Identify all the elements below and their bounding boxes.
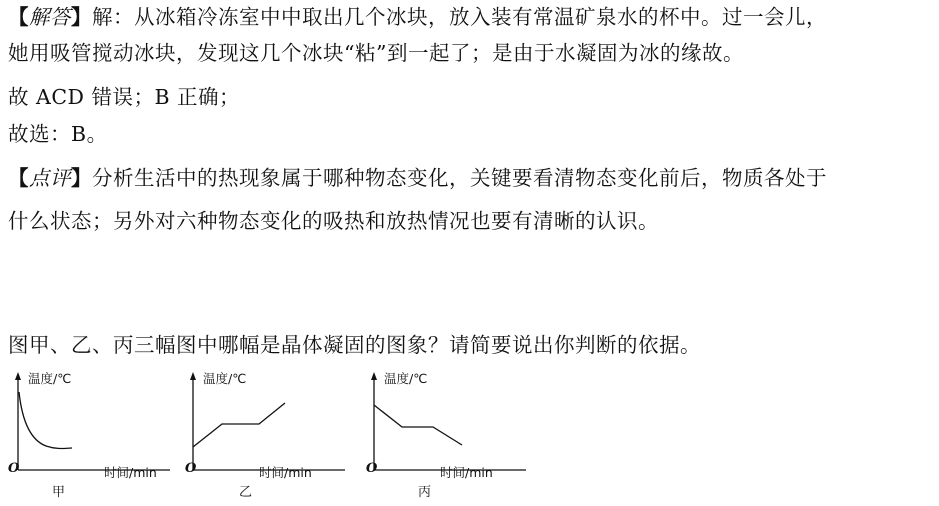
graph-yi-caption: 乙 (239, 485, 253, 500)
graph-jia (0, 370, 180, 506)
graph-jia-curve (19, 392, 72, 449)
graph-jia-y-arrow (15, 372, 21, 380)
answer-tag-word: 解答 (29, 5, 71, 29)
graph-jia-x-label: 时间/min (104, 465, 157, 480)
graph-jia-plot (0, 370, 180, 506)
question-text: 图甲、乙、丙三幅图中哪幅是晶体凝固的图象？请简要说出你判断的依据。 (8, 333, 701, 357)
comment-tag-open: 【 (8, 166, 29, 190)
graph-bing-y-label: 温度/℃ (384, 371, 428, 386)
graph-yi-plot (175, 370, 355, 506)
graph-yi (175, 370, 355, 506)
comment-line-2: 什么状态；另外对六种物态变化的吸热和放热情况也要有清晰的认识。 (8, 209, 659, 233)
graph-yi-x-label: 时间/min (259, 465, 312, 480)
graph-bing-caption: 丙 (418, 485, 432, 500)
comment-line-1-text: 分析生活中的热现象属于哪种物态变化，关键要看清物态变化前后，物质各处于 (92, 166, 827, 190)
graph-yi-origin: O (185, 461, 197, 476)
graph-bing (356, 370, 536, 506)
graph-bing-origin: O (366, 461, 378, 476)
answer-line-4: 故选：B。 (8, 122, 108, 146)
answer-tag-close: 】 (71, 5, 92, 29)
graph-yi-y-arrow (190, 372, 196, 380)
answer-line-3: 故 ACD 错误；B 正确； (8, 85, 241, 109)
graph-jia-origin: O (8, 461, 20, 476)
graph-bing-plot (356, 370, 536, 506)
answer-line-1-text: 解：从冰箱冷冻室中中取出几个冰块，放入装有常温矿泉水的杯中。过一会儿， (92, 5, 827, 29)
answer-tag-open: 【 (8, 5, 29, 29)
answer-line-1 (8, 2, 827, 32)
graph-bing-x-label: 时间/min (440, 465, 493, 480)
graph-bing-y-arrow (371, 372, 377, 380)
comment-line-1 (8, 163, 827, 193)
graph-jia-caption: 甲 (52, 485, 66, 500)
comment-tag-close: 】 (71, 166, 92, 190)
answer-line-2: 她用吸管搅动冰块，发现这几个冰块“粘”到一起了；是由于水凝固为冰的缘故。 (8, 41, 744, 65)
graph-yi-y-label: 温度/℃ (203, 371, 247, 386)
graph-jia-y-label: 温度/℃ (28, 371, 72, 386)
comment-tag-word: 点评 (29, 166, 71, 190)
graph-yi-curve (193, 403, 285, 447)
graph-bing-curve (374, 405, 462, 445)
